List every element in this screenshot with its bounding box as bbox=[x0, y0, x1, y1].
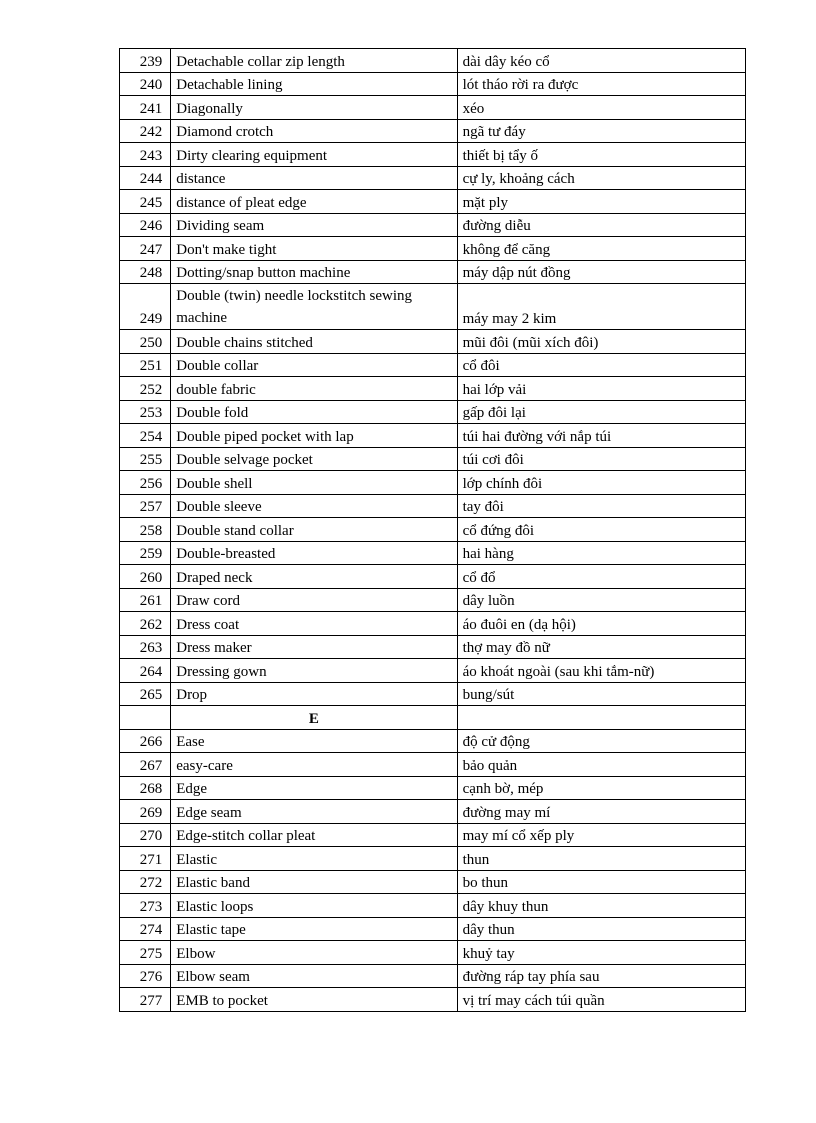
english-term: Double fold bbox=[171, 400, 457, 424]
row-number: 263 bbox=[120, 635, 171, 659]
table-row bbox=[120, 565, 746, 589]
table-row bbox=[120, 612, 746, 636]
vietnamese-term: cự ly, khoảng cách bbox=[457, 166, 745, 190]
row-number: 260 bbox=[120, 565, 171, 589]
vietnamese-term: dây luồn bbox=[457, 588, 745, 612]
vietnamese-term: hai lớp vải bbox=[457, 377, 745, 401]
vietnamese-term: cổ đứng đôi bbox=[457, 518, 745, 542]
table-row bbox=[120, 941, 746, 965]
row-number: 262 bbox=[120, 612, 171, 636]
vietnamese-term: áo đuôi en (dạ hội) bbox=[457, 612, 745, 636]
table-row bbox=[120, 72, 746, 96]
english-term: EMB to pocket bbox=[171, 988, 457, 1012]
table-row bbox=[120, 917, 746, 941]
row-number: 255 bbox=[120, 447, 171, 471]
row-number: 264 bbox=[120, 659, 171, 683]
vietnamese-term: không để căng bbox=[457, 237, 745, 261]
row-number: 256 bbox=[120, 471, 171, 495]
english-term: Elastic bbox=[171, 847, 457, 871]
table-row bbox=[120, 96, 746, 120]
english-term: Dividing seam bbox=[171, 213, 457, 237]
row-number: 247 bbox=[120, 237, 171, 261]
row-number: 252 bbox=[120, 377, 171, 401]
table-row bbox=[120, 847, 746, 871]
english-term: Dotting/snap button machine bbox=[171, 260, 457, 284]
vietnamese-term: áo khoát ngoài (sau khi tắm-nữ) bbox=[457, 659, 745, 683]
english-term: Double stand collar bbox=[171, 518, 457, 542]
vietnamese-term: xéo bbox=[457, 96, 745, 120]
vietnamese-term: dây khuy thun bbox=[457, 894, 745, 918]
table-row bbox=[120, 424, 746, 448]
row-number: 251 bbox=[120, 353, 171, 377]
table-row bbox=[120, 800, 746, 824]
english-term: Ease bbox=[171, 729, 457, 753]
vietnamese-term: cổ đổ bbox=[457, 565, 745, 589]
row-number bbox=[120, 706, 171, 730]
table-row bbox=[120, 447, 746, 471]
row-number: 269 bbox=[120, 800, 171, 824]
table-row bbox=[120, 753, 746, 777]
table-row bbox=[120, 400, 746, 424]
vietnamese-term: dây thun bbox=[457, 917, 745, 941]
vietnamese-term: khuỷ tay bbox=[457, 941, 745, 965]
vietnamese-term: mũi đôi (mũi xích đôi) bbox=[457, 330, 745, 354]
english-term: Edge-stitch collar pleat bbox=[171, 823, 457, 847]
row-number: 270 bbox=[120, 823, 171, 847]
vietnamese-term: lớp chính đôi bbox=[457, 471, 745, 495]
english-term: easy-care bbox=[171, 753, 457, 777]
row-number: 248 bbox=[120, 260, 171, 284]
table-row bbox=[120, 776, 746, 800]
glossary-table bbox=[119, 48, 746, 1012]
table-row bbox=[120, 588, 746, 612]
row-number: 272 bbox=[120, 870, 171, 894]
english-term: distance of pleat edge bbox=[171, 190, 457, 214]
row-number: 275 bbox=[120, 941, 171, 965]
vietnamese-term: lót tháo rời ra được bbox=[457, 72, 745, 96]
vietnamese-term: bung/sút bbox=[457, 682, 745, 706]
vietnamese-term: máy may 2 kim bbox=[457, 284, 745, 330]
table-row bbox=[120, 330, 746, 354]
vietnamese-term: bảo quản bbox=[457, 753, 745, 777]
row-number: 259 bbox=[120, 541, 171, 565]
english-term: Dirty clearing equipment bbox=[171, 143, 457, 167]
vietnamese-term: cạnh bờ, mép bbox=[457, 776, 745, 800]
english-term: Detachable lining bbox=[171, 72, 457, 96]
table-row bbox=[120, 471, 746, 495]
row-number: 249 bbox=[120, 284, 171, 330]
vietnamese-term: tay đôi bbox=[457, 494, 745, 518]
table-row bbox=[120, 541, 746, 565]
english-term: Don't make tight bbox=[171, 237, 457, 261]
english-term: Double chains stitched bbox=[171, 330, 457, 354]
table-row bbox=[120, 682, 746, 706]
vietnamese-term: đường diễu bbox=[457, 213, 745, 237]
row-number: 265 bbox=[120, 682, 171, 706]
vietnamese-term: túi cơi đôi bbox=[457, 447, 745, 471]
english-term: Dress maker bbox=[171, 635, 457, 659]
row-number: 258 bbox=[120, 518, 171, 542]
english-term: Dress coat bbox=[171, 612, 457, 636]
table-row bbox=[120, 729, 746, 753]
table-row bbox=[120, 143, 746, 167]
table-row bbox=[120, 659, 746, 683]
vietnamese-term: vị trí may cách túi quần bbox=[457, 988, 745, 1012]
row-number: 266 bbox=[120, 729, 171, 753]
table-row bbox=[120, 237, 746, 261]
table-row bbox=[120, 49, 746, 73]
row-number: 273 bbox=[120, 894, 171, 918]
row-number: 250 bbox=[120, 330, 171, 354]
vietnamese-term: thợ may đồ nữ bbox=[457, 635, 745, 659]
table-row bbox=[120, 823, 746, 847]
vietnamese-term: dài dây kéo cổ bbox=[457, 49, 745, 73]
english-term: Elbow seam bbox=[171, 964, 457, 988]
english-term: Elastic band bbox=[171, 870, 457, 894]
row-number: 243 bbox=[120, 143, 171, 167]
vietnamese-term: ngã tư đáy bbox=[457, 119, 745, 143]
english-term: Diamond crotch bbox=[171, 119, 457, 143]
table-row bbox=[120, 166, 746, 190]
vietnamese-term: mặt ply bbox=[457, 190, 745, 214]
vietnamese-term: thiết bị tẩy ố bbox=[457, 143, 745, 167]
english-term: Edge bbox=[171, 776, 457, 800]
english-term: double fabric bbox=[171, 377, 457, 401]
vietnamese-term: gấp đôi lại bbox=[457, 400, 745, 424]
vietnamese-term: máy dập nút đồng bbox=[457, 260, 745, 284]
row-number: 276 bbox=[120, 964, 171, 988]
table-row bbox=[120, 894, 746, 918]
english-term: Double sleeve bbox=[171, 494, 457, 518]
row-number: 245 bbox=[120, 190, 171, 214]
row-number: 241 bbox=[120, 96, 171, 120]
table-row bbox=[120, 353, 746, 377]
row-number: 254 bbox=[120, 424, 171, 448]
table-row bbox=[120, 870, 746, 894]
table-row bbox=[120, 635, 746, 659]
row-number: 240 bbox=[120, 72, 171, 96]
vietnamese-term: may mí cổ xếp ply bbox=[457, 823, 745, 847]
english-term: Diagonally bbox=[171, 96, 457, 120]
vietnamese-term: thun bbox=[457, 847, 745, 871]
vietnamese-term: túi hai đường với nắp túi bbox=[457, 424, 745, 448]
vietnamese-term: đường ráp tay phía sau bbox=[457, 964, 745, 988]
row-number: 268 bbox=[120, 776, 171, 800]
english-term: Draped neck bbox=[171, 565, 457, 589]
vietnamese-term: bo thun bbox=[457, 870, 745, 894]
table-row bbox=[120, 377, 746, 401]
english-term: Double collar bbox=[171, 353, 457, 377]
vietnamese-term: hai hàng bbox=[457, 541, 745, 565]
vietnamese-term bbox=[457, 706, 745, 730]
glossary-body bbox=[120, 49, 746, 1012]
english-term: Edge seam bbox=[171, 800, 457, 824]
row-number: 246 bbox=[120, 213, 171, 237]
english-term: Elastic loops bbox=[171, 894, 457, 918]
table-row bbox=[120, 190, 746, 214]
row-number: 242 bbox=[120, 119, 171, 143]
row-number: 261 bbox=[120, 588, 171, 612]
english-term: Double piped pocket with lap bbox=[171, 424, 457, 448]
table-row bbox=[120, 518, 746, 542]
english-term: Double shell bbox=[171, 471, 457, 495]
english-term: Elastic tape bbox=[171, 917, 457, 941]
english-term: Double selvage pocket bbox=[171, 447, 457, 471]
row-number: 244 bbox=[120, 166, 171, 190]
english-term: Double (twin) needle lockstitch sewing machine bbox=[171, 284, 457, 330]
english-term: Dressing gown bbox=[171, 659, 457, 683]
row-number: 267 bbox=[120, 753, 171, 777]
table-row bbox=[120, 213, 746, 237]
row-number: 257 bbox=[120, 494, 171, 518]
english-term: Drop bbox=[171, 682, 457, 706]
vietnamese-term: độ cử động bbox=[457, 729, 745, 753]
table-row bbox=[120, 284, 746, 330]
row-number: 253 bbox=[120, 400, 171, 424]
english-term: Draw cord bbox=[171, 588, 457, 612]
vietnamese-term: cổ đôi bbox=[457, 353, 745, 377]
row-number: 239 bbox=[120, 49, 171, 73]
english-term: distance bbox=[171, 166, 457, 190]
row-number: 277 bbox=[120, 988, 171, 1012]
table-row bbox=[120, 964, 746, 988]
table-row bbox=[120, 260, 746, 284]
table-row bbox=[120, 494, 746, 518]
section-letter: E bbox=[171, 706, 457, 730]
vietnamese-term: đường may mí bbox=[457, 800, 745, 824]
table-row bbox=[120, 988, 746, 1012]
row-number: 274 bbox=[120, 917, 171, 941]
english-term: Detachable collar zip length bbox=[171, 49, 457, 73]
section-header-row bbox=[120, 706, 746, 730]
english-term: Double-breasted bbox=[171, 541, 457, 565]
row-number: 271 bbox=[120, 847, 171, 871]
english-term: Elbow bbox=[171, 941, 457, 965]
table-row bbox=[120, 119, 746, 143]
